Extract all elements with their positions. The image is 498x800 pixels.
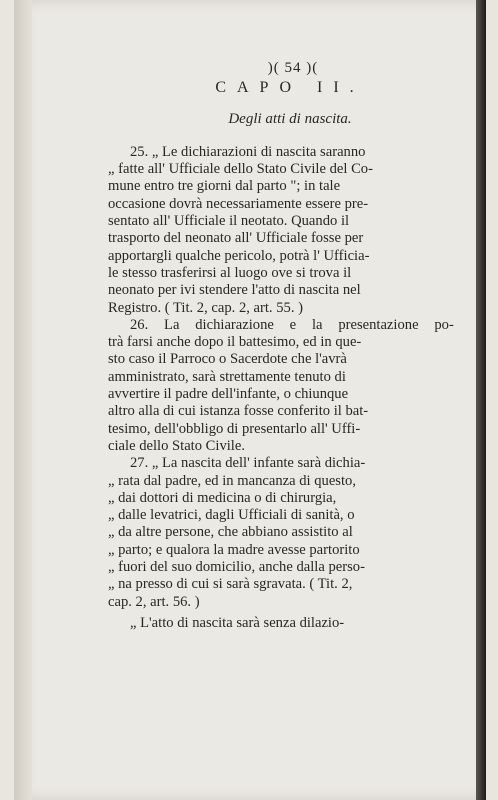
text-line: „ fatte all' Ufficiale dello Stato Civile del Co- xyxy=(108,161,373,178)
paragraph-art25 xyxy=(108,144,454,317)
text-line: sentato all' Ufficiale il neotato. Quando il xyxy=(108,213,350,230)
text-line: „ na presso di cui si sarà sgravata. ( Tit. 2, xyxy=(108,576,353,593)
text-line: amministrato, sarà strettamente tenuto di xyxy=(108,368,346,385)
text-line: apportargli qualche pericolo, potrà l' Ufficia- xyxy=(108,247,370,264)
page-text xyxy=(108,60,454,632)
text-line: „ L'atto di nascita sarà senza dilazio- xyxy=(130,614,345,631)
text-line: ciale dello Stato Civile. xyxy=(108,437,245,454)
text-line: trasporto del neonato all' Ufficiale fosse per xyxy=(108,230,364,247)
chapter-heading: CAPO II. xyxy=(215,79,365,97)
text-line: „ dalle levatrici, dagli Ufficiali di sanità, o xyxy=(108,507,355,524)
text-line: „ fuori del suo domicilio, anche dalla perso- xyxy=(108,559,365,576)
section-title: Degli atti di nascita. xyxy=(228,110,352,127)
text-line: „ rata dal padre, ed in mancanza di questo, xyxy=(108,472,356,489)
text-line: tesimo, dell'obbligo di presentarlo all' Uffi- xyxy=(108,420,361,437)
text-line: occasione dovrà necessariamente essere pre- xyxy=(108,195,369,212)
text-line: trà farsi anche dopo il battesimo, ed in que- xyxy=(108,334,362,351)
paragraph-art28 xyxy=(108,615,454,632)
text-line: le stesso trasferirsi al luogo ove si trova il xyxy=(108,264,352,281)
text-line: altro alla di cui istanza fosse conferito il bat- xyxy=(108,403,369,420)
page-number: )( 54 )( xyxy=(267,60,319,76)
page-edge-shadow xyxy=(476,0,486,800)
text-line: „ da altre persone, che abbiano assistito al xyxy=(108,524,353,541)
text-line: Registro. ( Tit. 2, cap. 2, art. 55. ) xyxy=(108,299,303,316)
text-line: 25. „ Le dichiarazioni di nascita saranno xyxy=(130,143,366,160)
text-line: sto caso il Parroco o Sacerdote che l'avrà xyxy=(108,351,347,368)
text-line: mune entro tre giorni dal parto "; in tale xyxy=(108,178,341,195)
text-line: „ parto; e qualora la madre avesse partorito xyxy=(108,541,360,558)
text-line: cap. 2, art. 56. ) xyxy=(108,593,200,610)
paragraph-art27 xyxy=(108,455,454,611)
text-line: avvertire il padre dell'infante, o chiunque xyxy=(108,386,349,403)
text-line: 26. La dichiarazione e la presentazione po- xyxy=(130,316,454,333)
paragraph-art26 xyxy=(108,317,454,455)
text-line: 27. „ La nascita dell' infante sarà dichia- xyxy=(130,455,366,472)
text-line: „ dai dottori di medicina o di chirurgia, xyxy=(108,489,337,506)
binding-edge xyxy=(14,0,32,800)
text-line: neonato per ivi stendere l'atto di nascita nel xyxy=(108,282,361,299)
